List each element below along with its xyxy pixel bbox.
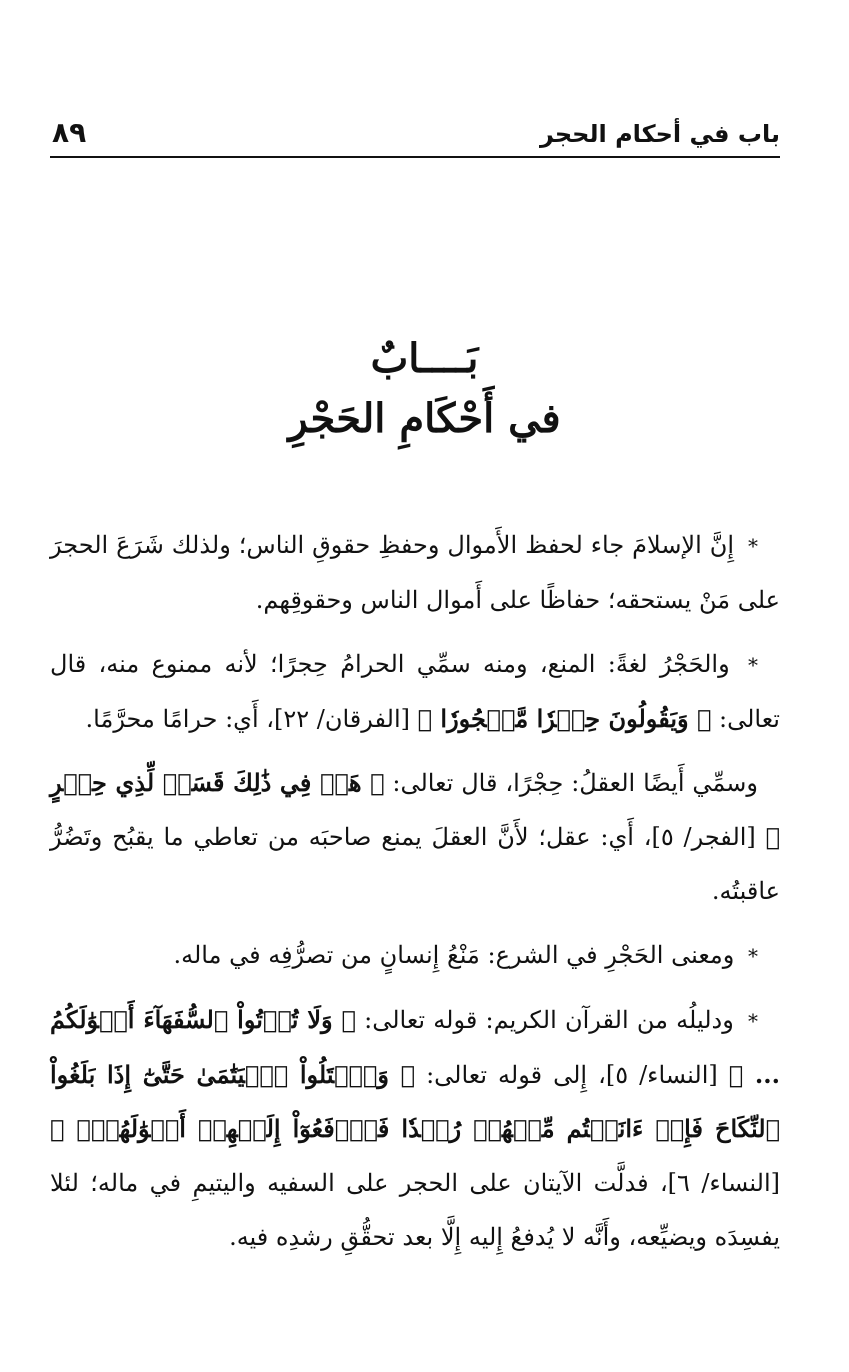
paragraph-text: [الفجر/ ٥]، أَي: عقل؛ لأَنَّ العقلَ يمنع صاحبَه من تعاطي ما يقبُح وتَضُرُّ عاقبتُه. [50, 823, 780, 905]
paragraph-text: ومعنى الحَجْرِ في الشرع: مَنْعُ إِنسانٍ من تصرُّفِه في ماله. [173, 941, 735, 969]
paragraph-4 [50, 928, 780, 983]
paragraph-text: [النساء/ ٦]، فدلَّت الآيتان على الحجر على السفيه واليتيمِ في ماله؛ لئلا يفسِدَه ويضيِّعه، وأَنَّه لا يُدفعُ إِليه إِلَّا بعد تحقُّقِ رشدِه فيه. [50, 1169, 780, 1251]
star-marker: * [748, 944, 758, 968]
paragraph-text: وسمِّي أَيضًا العقلُ: حِجْرًا، قال تعالى: [392, 769, 758, 797]
running-header [50, 110, 780, 158]
paragraph-1 [50, 518, 780, 627]
running-title: باب في أحكام الحجر [539, 120, 780, 148]
paragraph-2 [50, 637, 780, 746]
star-marker: * [748, 653, 758, 677]
paragraph-text: [النساء/ ٥]، إِلى قوله تعالى: [426, 1061, 718, 1089]
paragraph-text: إِنَّ الإسلامَ جاء لحفظ الأَموال وحفظِ حقوقِ الناس؛ ولذلك شَرَعَ الحجرَ على مَنْ يستحقه؛ حفاظًا على أَموال الناس وحقوقِهم. [50, 531, 780, 614]
quran-verse: ﴿ وَٱبۡتَلُواْ ٱلۡيَتَٰمَىٰ حَتَّىٰٓ إِذَا بَلَغُواْ ٱلنِّكَاحَ فَإِنۡ ءَانَسۡتُم مِّنۡهُمۡ رُشۡدٗا فَٱدۡفَعُوٓاْ إِلَيۡهِمۡ أَمۡوَٰلَهُمۡۖ ﴾ [50, 1060, 780, 1143]
paragraph-3 [50, 756, 780, 918]
paragraph-5 [50, 993, 780, 1264]
quran-verse: ﴿ وَلَا تُؤۡتُواْ ٱلسُّفَهَآءَ أَمۡوَٰلَكُمُ ... ﴾ [50, 1005, 780, 1089]
paragraph-text: ودليلُه من القرآن الكريم: قوله تعالى: [364, 1006, 734, 1034]
quran-verse: ﴿ وَيَقُولُونَ حِجۡرٗا مَّحۡجُورٗا ﴾ [417, 704, 712, 733]
body-text [50, 518, 780, 1274]
star-marker: * [748, 1009, 758, 1033]
quran-verse: ﴿ هَلۡ فِي ذَٰلِكَ قَسَمٞ لِّذِي حِجۡرٍ ﴾ [50, 768, 780, 851]
chapter-title: في أَحْكَامِ الحَجْرِ [288, 395, 561, 442]
chapter-word: بَــــابٌ [370, 335, 479, 382]
paragraph-text: والحَجْرُ لغةً: المنع، ومنه سمِّي الحرامُ حِجرًا؛ لأنه ممنوع منه، قال تعالى: [50, 650, 780, 733]
page-number: ٨٩ [52, 116, 87, 149]
star-marker: * [748, 534, 758, 558]
paragraph-text: [الفرقان/ ٢٢]، أَي: حرامًا محرَّمًا. [85, 705, 410, 733]
